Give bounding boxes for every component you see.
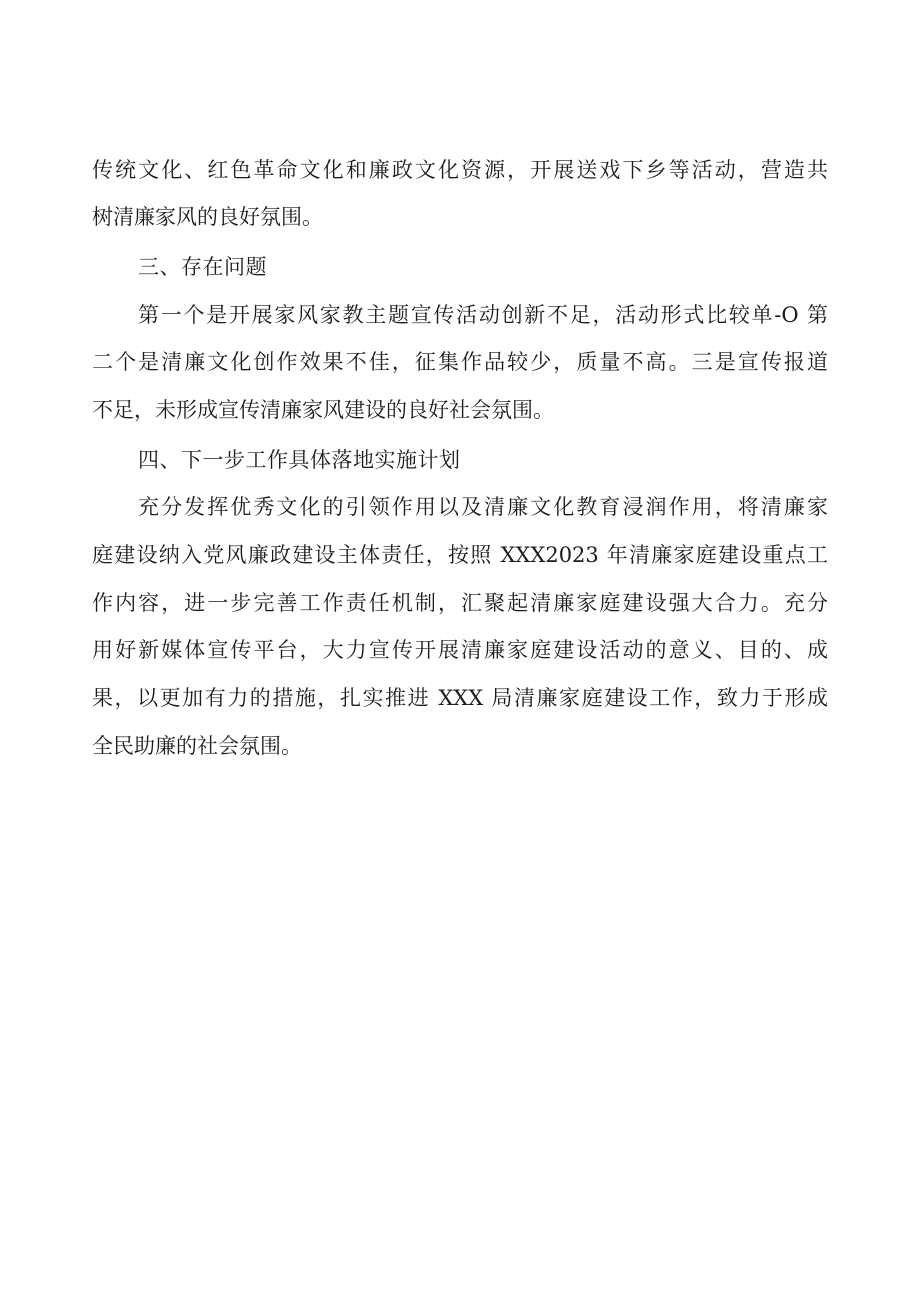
paragraph-line: 传统文化、红色革命文化和廉政文化资源，开展送戏下乡等活动，营造共: [92, 158, 828, 182]
paragraph-line: 充分发挥优秀文化的引领作用以及清廉文化教育浸润作用，将清廉家: [138, 495, 828, 519]
paragraph-line: 全民助廉的社会氛围。: [92, 734, 302, 758]
paragraph-line: 果，以更加有力的措施，扎实推进 XXX 局清廉家庭建设工作，致力于形成: [92, 686, 828, 710]
paragraph-line: 作内容，进一步完善工作责任机制，汇聚起清廉家庭建设强大合力。充分: [92, 591, 828, 615]
paragraph-line: 用好新媒体宣传平台，大力宣传开展清廉家庭建设活动的意义、目的、成: [92, 638, 828, 662]
section-heading: 三、存在问题: [138, 255, 267, 279]
paragraph-line: 二个是清廉文化创作效果不佳，征集作品较少，质量不高。三是宣传报道: [92, 350, 828, 374]
paragraph-line: 第一个是开展家风家教主题宣传活动创新不足，活动形式比较单-O 第: [138, 303, 828, 327]
section-heading: 四、下一步工作具体落地实施计划: [138, 448, 461, 472]
paragraph-line: 不足，未形成宣传清廉家风建设的良好社会氛围。: [92, 398, 554, 422]
paragraph-line: 树清廉家风的良好氛围。: [92, 205, 323, 229]
paragraph-line: 庭建设纳入党风廉政建设主体责任，按照 XXX2023 年清廉家庭建设重点工: [92, 543, 828, 567]
